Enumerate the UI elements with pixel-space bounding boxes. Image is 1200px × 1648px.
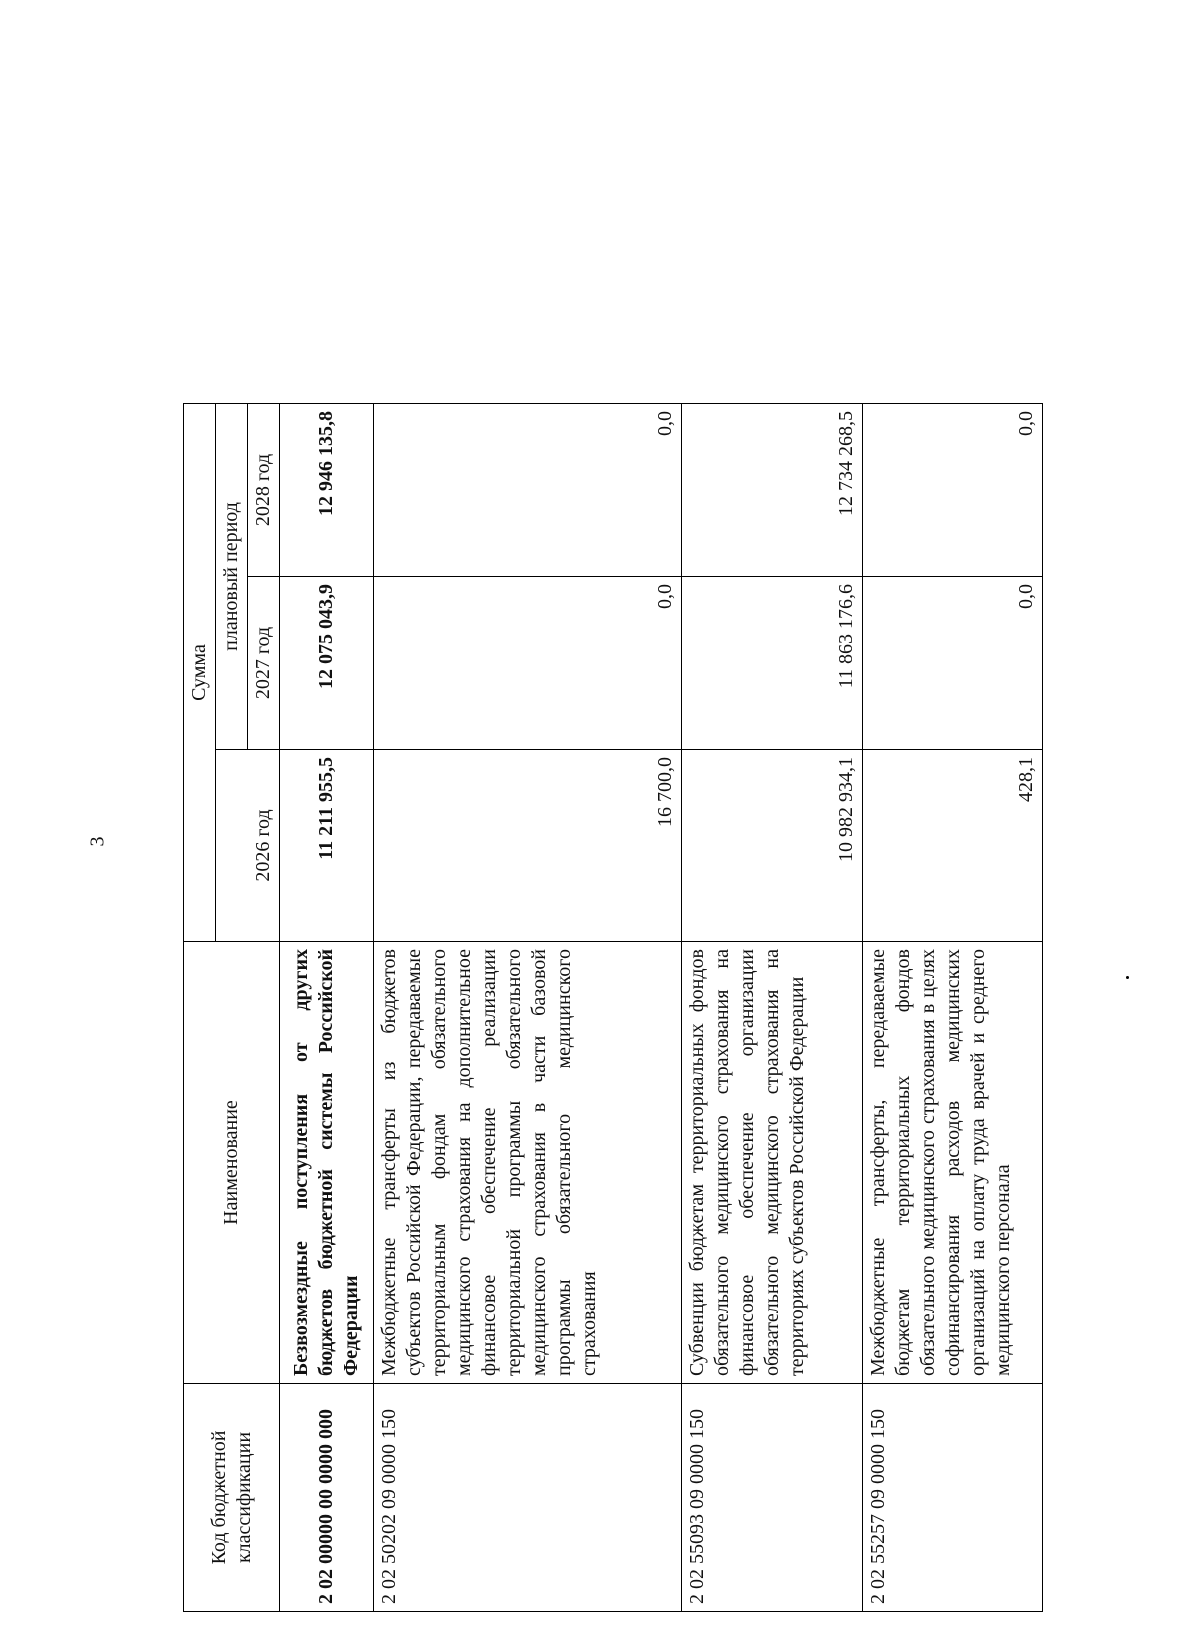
scan-speck [1126,976,1129,979]
header-name: Наименование [184,942,280,1384]
row-amount-2027: 0,0 [862,577,1042,750]
header-planned-period: плановый период [216,403,248,749]
budget-table [183,151,1043,1612]
page-number: 3 [86,836,109,847]
table-row [682,151,862,1611]
row-amount-2026: 11 211 955,5 [280,750,374,942]
header-2026: 2026 год [216,750,280,942]
header-2028: 2028 год [248,403,280,576]
header-2027: 2027 год [248,577,280,750]
row-code: 2 02 50202 09 0000 150 [373,1384,681,1612]
row-name: Субвенции бюджетам территориальных фондов обязательного медицинского страхования на финансовое обеспечение организации обязательного медицинского страхования на территориях субъектов Российской Федерации [682,942,862,1384]
row-name: Межбюджетные трансферты, передаваемые бюджетам территориальных фондов обязательного медицинского страхования в целях софинансирования расходов медицинских организаций на оплату труда врачей и среднего медицинского персонала [862,942,1042,1384]
row-amount-2026: 428,1 [862,750,1042,942]
row-amount-2027: 11 863 176,6 [682,577,862,750]
row-amount-2026: 10 982 934,1 [682,750,862,942]
row-amount-2027: 12 075 043,9 [280,577,374,750]
row-name: Безвозмездные поступления от других бюджетов бюджетной системы Российской Федерации [280,942,374,1384]
row-amount-2028: 0,0 [373,403,681,576]
rotated-page [183,152,1043,1612]
row-amount-2028: 0,0 [862,403,1042,576]
row-amount-2028: 12 734 268,5 [682,403,862,576]
table-row [862,151,1042,1611]
row-name: Межбюджетные трансферты из бюджетов субъектов Российской Федерации, передаваемые территориальным фондам обязательного медицинского страхования на дополнительное финансовое обеспечение реализации территориальной программы обязательного медицинского страхования в части базовой программы обязательного медицинского страхования [373,942,681,1384]
row-amount-2026: 16 700,0 [373,750,681,942]
row-code: 2 02 55257 09 0000 150 [862,1384,1042,1612]
blank-cell [184,151,280,403]
table-row [280,151,374,1611]
row-code: 2 02 00000 00 0000 000 [280,1384,374,1612]
header-sum: Сумма [184,403,216,941]
row-amount-2027: 0,0 [373,577,681,750]
row-amount-2028: 12 946 135,8 [280,403,374,576]
header-code: Код бюджетной классификации [184,1384,280,1612]
row-code: 2 02 55093 09 0000 150 [682,1384,862,1612]
table-row [373,151,681,1611]
